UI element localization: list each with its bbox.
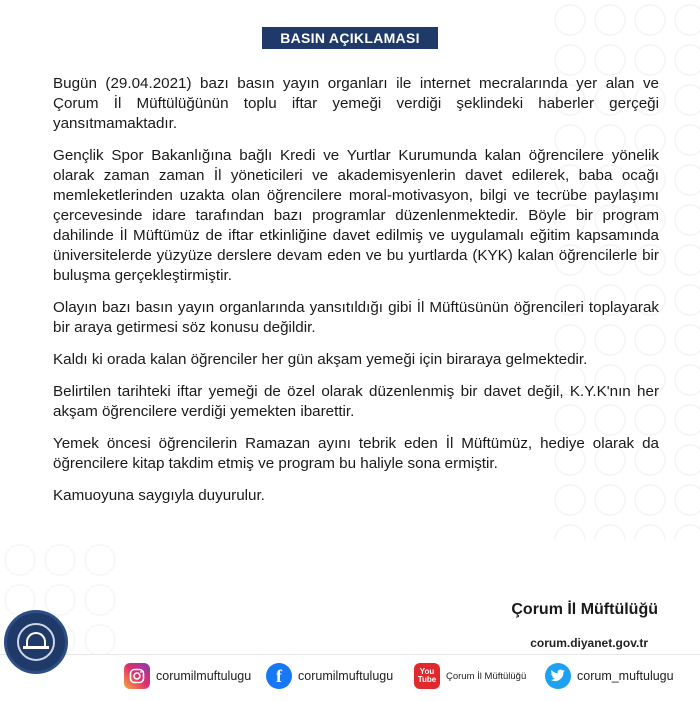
- twitter-link[interactable]: [545, 662, 674, 690]
- facebook-icon: f: [266, 663, 292, 689]
- twitter-label: corum_muftulugu: [577, 669, 674, 683]
- paragraph: Olayın bazı basın yayın organlarında yansıtıldığı gibi İl Müftüsünün öğrencileri toplayarak bir araya getirmesi söz konusu değildir.: [53, 299, 659, 336]
- paragraph: Kaldı ki orada kalan öğrenciler her gün akşam yemeği için biraraya gelmektedir.: [53, 351, 588, 368]
- youtube-icon: You Tube: [414, 663, 440, 689]
- facebook-link[interactable]: [266, 662, 393, 690]
- facebook-label: corumilmuftulugu: [298, 669, 394, 683]
- instagram-link[interactable]: [124, 662, 251, 690]
- youtube-label: Çorum İl Müftülüğü: [446, 670, 527, 682]
- diyanet-emblem-icon: [4, 610, 68, 674]
- paragraph: Bugün (29.04.2021) bazı basın yayın organları ile internet mecralarında yer alan ve Çorum İl Müftülüğünün toplu iftar yemeği verdiği şeklindeki haberler gerçeği yansıtmamaktadır.: [53, 75, 659, 132]
- press-release-body: [53, 74, 659, 518]
- instagram-icon: [124, 663, 150, 689]
- instagram-label: corumilmuftulugu: [156, 669, 252, 683]
- website-link[interactable]: corum.diyanet.gov.tr: [530, 636, 648, 650]
- paragraph: Belirtilen tarihteki iftar yemeği de özel olarak düzenlenmiş bir davet değil, K.Y.K'nın her akşam öğrencilere verdiği yemekten ibarettir.: [53, 383, 659, 420]
- youtube-link[interactable]: [414, 662, 526, 690]
- paragraph: Yemek öncesi öğrencilerin Ramazan ayını tebrik eden İl Müftümüz, hediye olarak da öğrencilere kitap takdim etmiş ve program bu haliyle sona ermiştir.: [53, 435, 659, 472]
- twitter-icon: [545, 663, 571, 689]
- title-badge: BASIN AÇIKLAMASI: [262, 27, 438, 49]
- signature: Çorum İl Müftülüğü: [511, 601, 658, 618]
- paragraph: Gençlik Spor Bakanlığına bağlı Kredi ve Yurtlar Kurumunda kalan öğrencilere yönelik olarak zaman zaman İl yöneticileri ve akademisyenlerin davet edilerek, baba ocağı memleketlerinden uzakta olan öğrencilere moral-motivasyon, bilgi ve tecrübe paylaşımı çercevesinde idare tarafından bazı programlar düzenlenmektedir. Böyle bir program dahilinde İl Müftümüz de iftar etkinliğine davet edilmiş ve uygulamalı eğitim kapsamında üniversitelerde yüzyüze derslere devam eden ve bu yurtlarda (KYK) kalan öğrencilerle bir buluşma gerçekleştirmiştir.: [53, 147, 659, 284]
- paragraph: Kamuoyuna saygıyla duyurulur.: [53, 487, 265, 504]
